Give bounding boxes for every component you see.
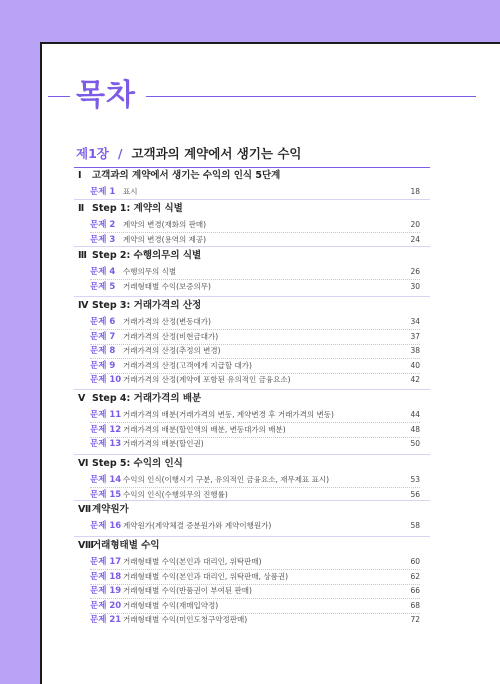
chapter-number: 제1장 (76, 146, 109, 161)
toc-entry[interactable] (90, 437, 420, 451)
entry-label: 문제 2 (90, 220, 116, 230)
section-title: Step 2: 수행의무의 식별 (92, 250, 202, 261)
entry-text: 계약원가(계약체결 증분원가와 계약이행원가) (123, 521, 272, 530)
section-title: Step 5: 수익의 인식 (92, 458, 183, 469)
toc-entry[interactable] (90, 473, 420, 487)
section-title: 계약원가 (92, 504, 129, 515)
entry-text: 거래형태별 수익(본인과 대리인, 위탁판매) (123, 557, 262, 566)
section-divider (74, 296, 430, 297)
entry-label: 문제 20 (90, 600, 122, 611)
entry-label: 문제 19 (90, 586, 122, 597)
entry-page-number: 68 (410, 600, 420, 610)
entry-label: 문제 7 (90, 331, 116, 342)
section-heading (78, 457, 183, 471)
entry-label: 문제 18 (90, 571, 122, 582)
entry-label: 문제 13 (90, 439, 122, 450)
toc-entry[interactable] (90, 519, 420, 533)
entry-page-number: 42 (410, 375, 420, 385)
entry-page-number: 66 (410, 586, 420, 596)
toc-entry[interactable] (90, 423, 420, 437)
entry-page-number: 53 (410, 475, 420, 484)
section-heading (78, 503, 129, 517)
section-numeral: Ⅴ (78, 393, 86, 404)
section-heading (78, 299, 201, 313)
toc-title-row (40, 72, 500, 120)
entry-page-number: 58 (410, 521, 420, 530)
toc-entry[interactable] (90, 555, 420, 569)
title-rule-left (48, 96, 70, 97)
entry-page-number: 44 (410, 410, 420, 419)
entry-text: 계약의 변경(재화의 판매) (123, 220, 207, 229)
entry-text: 거래가격의 산정(비현금대가) (123, 331, 219, 341)
entry-label: 문제 6 (90, 317, 116, 327)
section-numeral: Ⅱ (78, 203, 85, 214)
title-rule-right (146, 96, 476, 97)
chapter-heading (76, 146, 301, 162)
section-heading (78, 169, 280, 183)
entry-page-number: 72 (410, 615, 420, 625)
section-divider (74, 389, 430, 390)
toc-entry[interactable] (90, 584, 420, 598)
entry-page-number: 34 (410, 317, 420, 326)
section-divider (74, 536, 430, 537)
section-numeral: Ⅲ (78, 250, 87, 261)
section-title: Step 3: 거래가격의 산정 (92, 300, 202, 311)
entry-text: 거래가격의 산정(추정의 변경) (123, 346, 221, 356)
section-numeral: Ⅵ (78, 458, 89, 469)
section-heading (78, 539, 160, 553)
toc-entry[interactable] (90, 408, 420, 422)
section-heading (78, 392, 201, 406)
entry-text: 수행의무의 식별 (123, 267, 177, 276)
section-numeral: Ⅰ (78, 170, 82, 181)
section-title: Step 1: 계약의 식별 (92, 203, 183, 214)
entry-text: 거래가격의 배분(할인권) (123, 439, 204, 449)
entry-text: 거래형태별 수익(보증의무) (123, 281, 211, 291)
toc-title: 목차 (76, 78, 136, 113)
entry-page-number: 37 (410, 331, 420, 341)
entry-page-number: 26 (410, 267, 420, 276)
entry-label: 문제 11 (90, 410, 122, 420)
entry-label: 문제 10 (90, 375, 122, 386)
entry-label: 문제 17 (90, 557, 122, 567)
toc-entry[interactable] (90, 265, 420, 279)
entry-page-number: 60 (410, 557, 420, 566)
entry-label: 문제 3 (90, 234, 116, 245)
section-heading (78, 249, 201, 263)
entry-label: 문제 9 (90, 360, 116, 371)
entry-label: 문제 21 (90, 615, 122, 626)
section-numeral: Ⅷ (78, 540, 94, 551)
entry-page-number: 56 (410, 489, 420, 499)
entry-page-number: 48 (410, 424, 420, 434)
entry-label: 문제 8 (90, 346, 116, 357)
entry-text: 거래가격의 산정(변동대가) (123, 317, 211, 326)
entry-text: 거래형태별 수익(미인도청구약정판매) (123, 615, 248, 625)
entry-label: 문제 14 (90, 475, 122, 485)
toc-entry[interactable] (90, 613, 420, 627)
toc-entry[interactable] (90, 185, 420, 199)
toc-entry[interactable] (90, 570, 420, 584)
section-title: 고객과의 계약에서 생기는 수익의 인식 5단계 (92, 170, 281, 181)
entry-label: 문제 1 (90, 187, 116, 197)
section-title: 거래형태별 수익 (92, 540, 160, 551)
entry-page-number: 18 (410, 187, 420, 196)
entry-text: 거래형태별 수익(재매입약정) (123, 600, 219, 610)
section-divider (74, 246, 430, 247)
toc-entry[interactable] (90, 280, 420, 294)
chapter-title: 고객과의 계약에서 생기는 수익 (131, 146, 302, 161)
toc-entry[interactable] (90, 330, 420, 344)
entry-text: 계약의 변경(용역의 제공) (123, 234, 207, 244)
entry-page-number: 30 (410, 281, 420, 291)
section-heading (78, 202, 183, 216)
top-color-band (0, 0, 500, 42)
section-divider (74, 454, 430, 455)
entry-text: 수익의 인식(이행시기 구분, 유의적인 금융요소, 재무제표 표시) (123, 475, 330, 484)
entry-text: 거래가격의 배분(할인액의 배분, 변동대가의 배분) (123, 424, 286, 434)
section-numeral: Ⅳ (78, 300, 89, 311)
entry-text: 표시 (123, 187, 138, 196)
section-numeral: Ⅶ (78, 504, 92, 515)
entry-label: 문제 15 (90, 489, 122, 500)
toc-entry[interactable] (90, 315, 420, 329)
entry-page-number: 38 (410, 346, 420, 356)
entry-page-number: 20 (410, 220, 420, 229)
entry-page-number: 62 (410, 571, 420, 581)
toc-entry[interactable] (90, 373, 420, 387)
toc-entry[interactable] (90, 359, 420, 373)
entry-label: 문제 4 (90, 267, 116, 277)
entry-label: 문제 5 (90, 281, 116, 292)
entry-page-number: 50 (410, 439, 420, 449)
entry-page-number: 40 (410, 360, 420, 370)
chapter-rule (74, 167, 430, 168)
section-divider (74, 500, 430, 501)
chapter-separator: / (117, 146, 123, 161)
entry-text: 거래가격의 산정(계약에 포함된 유의적인 금융요소) (123, 375, 291, 385)
section-title: Step 4: 거래가격의 배분 (92, 393, 202, 404)
toc-entry[interactable] (90, 599, 420, 613)
entry-page-number: 24 (410, 234, 420, 244)
entry-label: 문제 12 (90, 424, 122, 435)
toc-entry[interactable] (90, 344, 420, 358)
entry-text: 거래가격의 배분(거래가격의 변동, 계약변경 후 거래가격의 변동) (123, 410, 334, 419)
entry-text: 거래가격의 산정(고객에게 지급할 대가) (123, 360, 252, 370)
entry-text: 거래형태별 수익(본인과 대리인, 위탁판매, 상품권) (123, 571, 289, 581)
entry-text: 수익의 인식(수행의무의 진행률) (123, 489, 228, 499)
section-divider (74, 199, 430, 200)
toc-entry[interactable] (90, 218, 420, 232)
entry-text: 거래형태별 수익(반품권이 부여된 판매) (123, 586, 252, 596)
toc-entry[interactable] (90, 233, 420, 247)
entry-label: 문제 16 (90, 521, 122, 531)
